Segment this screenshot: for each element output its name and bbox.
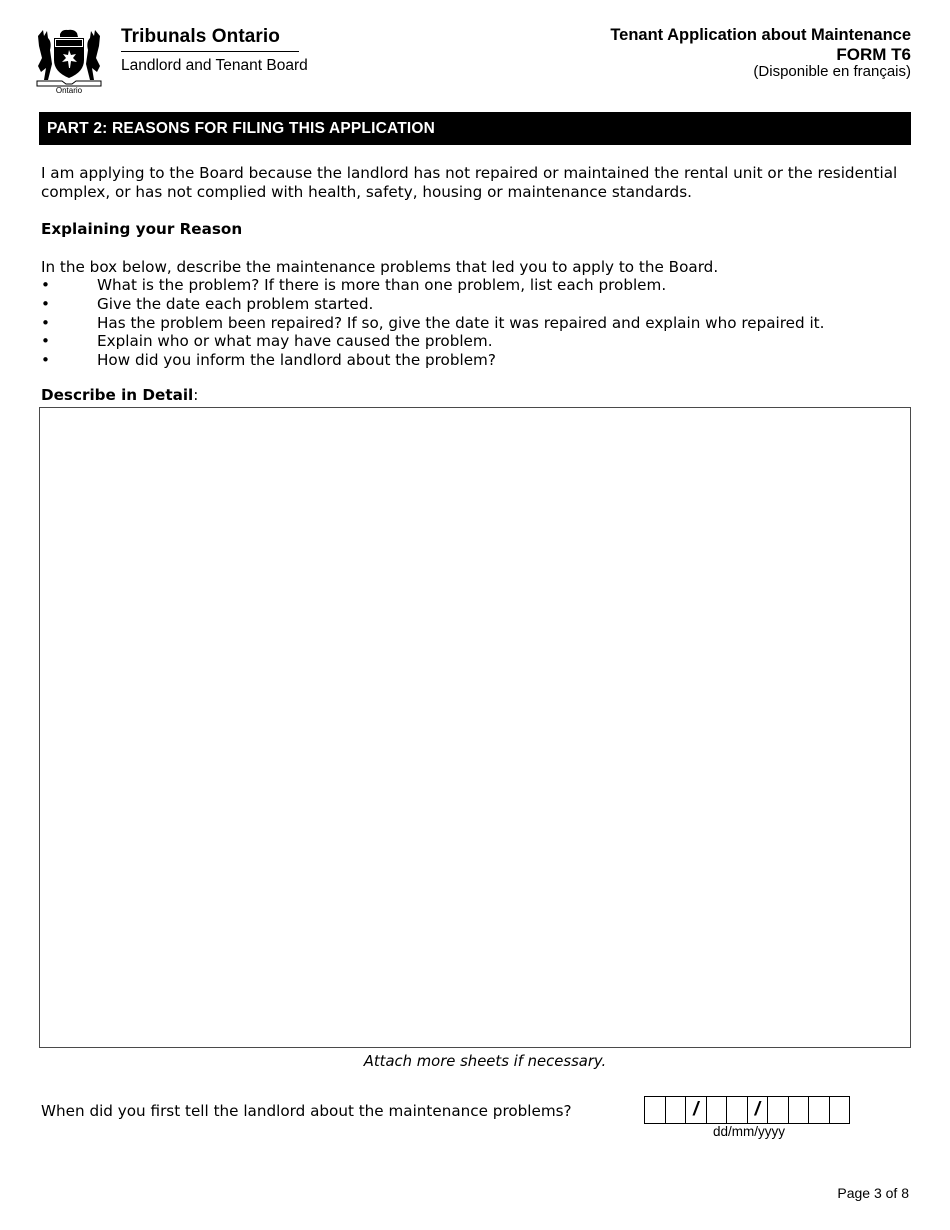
attach-sheets-note: Attach more sheets if necessary. [363, 1053, 607, 1070]
date-year-digit-1[interactable] [767, 1096, 789, 1124]
logo-caption: Ontario [55, 86, 83, 94]
coat-of-arms-icon [34, 24, 104, 94]
describe-label-text: Describe in Detail [41, 386, 194, 404]
describe-detail-textarea[interactable] [39, 407, 911, 1048]
date-year-digit-3[interactable] [808, 1096, 830, 1124]
org-division: Landlord and Tenant Board [121, 57, 308, 74]
intro-paragraph: I am applying to the Board because the landlord has not repaired or maintained the rental unit or the residential complex, or has not complied with health, safety, housing or maintenance standards. [41, 164, 898, 201]
ontario-coat-of-arms-logo [34, 24, 104, 94]
org-name: Tribunals Ontario [121, 26, 280, 47]
describe-label-colon: : [193, 386, 199, 404]
list-item [41, 351, 824, 370]
date-separator: / [685, 1096, 707, 1124]
list-item [41, 295, 824, 314]
date-question: When did you first tell the landlord about the maintenance problems? [41, 1102, 572, 1120]
language-note: (Disponible en français) [753, 63, 911, 80]
list-item-text: How did you inform the landlord about the problem? [97, 351, 496, 370]
list-item [41, 276, 824, 295]
page-number: Page 3 of 8 [837, 1185, 909, 1201]
reason-heading: Explaining your Reason [41, 220, 243, 238]
org-divider [121, 51, 299, 52]
date-format-hint: dd/mm/yyyy [713, 1124, 786, 1139]
instruction-list [41, 276, 824, 370]
box-instructions: In the box below, describe the maintenance problems that led you to apply to the Board. [41, 258, 719, 276]
bullet-icon: • [41, 294, 50, 313]
form-title: Tenant Application about Maintenance [610, 26, 911, 44]
bullet-icon: • [41, 313, 50, 332]
list-item [41, 314, 824, 333]
first-notice-date-field[interactable] [644, 1096, 850, 1124]
date-year-digit-2[interactable] [788, 1096, 810, 1124]
date-day-digit-2[interactable] [665, 1096, 687, 1124]
describe-label [41, 386, 198, 405]
form-code: FORM T6 [836, 45, 911, 64]
list-item-text: Has the problem been repaired? If so, give the date it was repaired and explain who repaired it. [97, 313, 825, 332]
date-month-digit-1[interactable] [706, 1096, 728, 1124]
bullet-icon: • [41, 276, 50, 294]
date-year-digit-4[interactable] [829, 1096, 851, 1124]
list-item-text: What is the problem? If there is more than one problem, list each problem. [97, 276, 667, 294]
list-item-text: Explain who or what may have caused the problem. [97, 332, 493, 351]
date-day-digit-1[interactable] [644, 1096, 666, 1124]
list-item-text: Give the date each problem started. [97, 294, 374, 313]
date-separator: / [747, 1096, 769, 1124]
part-banner: PART 2: REASONS FOR FILING THIS APPLICATION [39, 112, 911, 145]
date-month-digit-2[interactable] [726, 1096, 748, 1124]
bullet-icon: • [41, 351, 50, 370]
bullet-icon: • [41, 332, 50, 351]
form-title-block [610, 26, 911, 80]
list-item [41, 332, 824, 351]
